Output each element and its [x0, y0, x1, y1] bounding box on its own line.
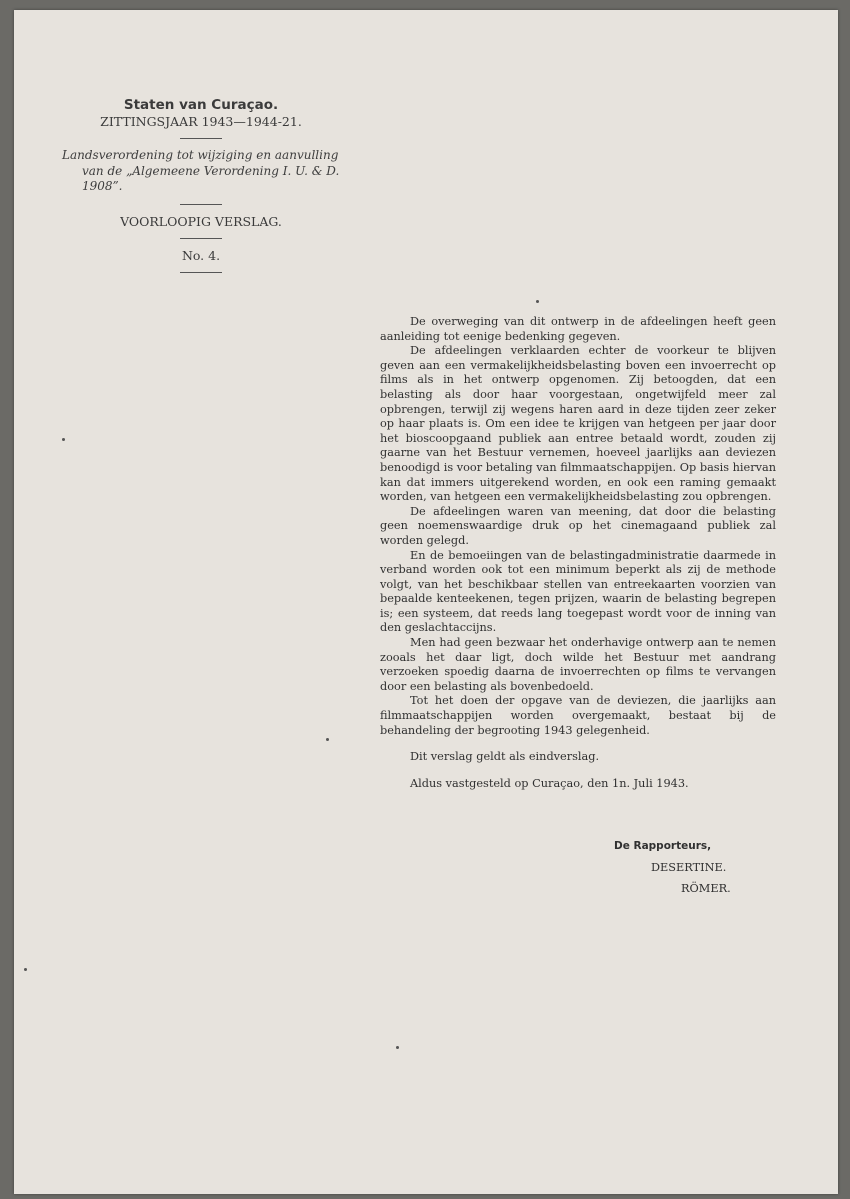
header-rule: [180, 204, 222, 205]
paper-speck: [536, 300, 539, 303]
header-rule: [180, 138, 222, 139]
signature-heading: De Rapporteurs,: [614, 840, 712, 852]
paper-speck: [396, 1046, 399, 1049]
document-header: [60, 98, 342, 282]
signatory-name: RÖMER.: [681, 882, 731, 895]
body-paragraph: Tot het doen der opgave van de deviezen, die jaarlijks aan filmmaatschappijen worden overgemaakt, bestaat bij de behandeling der begrooting 1943 gelegenheid.: [380, 694, 776, 737]
body-paragraph: De overweging van dit ontwerp in de afdeelingen heeft geen aanleiding tot eenige bedenking gegeven.: [380, 315, 776, 343]
document-page: [14, 10, 838, 1194]
paper-speck: [24, 968, 27, 971]
adoption-statement: Aldus vastgesteld op Curaçao, den 1n. Juli 1943.: [410, 776, 689, 790]
paper-speck: [62, 438, 65, 441]
report-type: VOORLOOPIG VERSLAG.: [120, 213, 282, 229]
report-body: [380, 315, 776, 803]
ordinance-title: Landsverordening tot wijziging en aanvulling van de „Algemeene Verordening I. U. & D. 1908”.: [62, 148, 340, 193]
session-year: ZITTINGSJAAR 1943—1944-21.: [100, 114, 302, 129]
signature-block: [614, 836, 774, 899]
body-paragraph: En de bemoeiingen van de belastingadministratie daarmede in verband worden ook tot een minimum beperkt als zij de methode volgt, van het beschikbaar stellen van entreekaarten voorzien van bepaalde kenteekenen, tegen prijzen, waarin de belasting begrepen is; een systeem, dat reeds lang toegepast wordt voor de inning van den geslachtaccijns.: [380, 548, 776, 635]
signatory-name: DESERTINE.: [651, 861, 727, 874]
body-paragraph: De afdeelingen waren van meening, dat door die belasting geen noemenswaardige druk op het cinemagaand publiek zal worden gelegd.: [380, 504, 776, 547]
body-paragraph: Men had geen bezwaar het onderhavige ontwerp aan te nemen zooals het daar ligt, doch wilde het Bestuur met aandrang verzoeken spoedig daarna de invoerrechten op films te vervangen door een belasting als bovenbedoeld.: [380, 636, 776, 693]
header-rule: [180, 272, 222, 273]
organization-name: Staten van Curaçao.: [123, 97, 279, 113]
header-rule: [180, 238, 222, 239]
report-number: No. 4.: [181, 247, 221, 263]
final-note: Dit verslag geldt als eindverslag.: [410, 750, 600, 764]
body-paragraph: De afdeelingen verklaarden echter de voorkeur te blijven geven aan een vermakelijkheidsbelasting boven een invoerrecht op films als in het ontwerp opgenomen. Zij betoogden, dat een belasting als door haar voorgestaan, ongetwijfeld meer zal opbrengen, terwijl zij wegens haren aard in deze tijden zeer zeker op haar plaats is. Om een idee te krijgen van hetgeen per jaar door het bioscoopgaand publiek aan entree betaald wordt, zouden zij gaarne van het Bestuur vernemen, hoeveel jaarlijks aan deviezen benoodigd is voor betaling van filmmaatschappijen. Op basis hiervan kan dat immers uitgerekend worden, en ook een raming gemaakt worden, van hetgeen een vermakelijkheidsbelasting zou opbrengen.: [380, 344, 776, 504]
paper-speck: [326, 738, 329, 741]
